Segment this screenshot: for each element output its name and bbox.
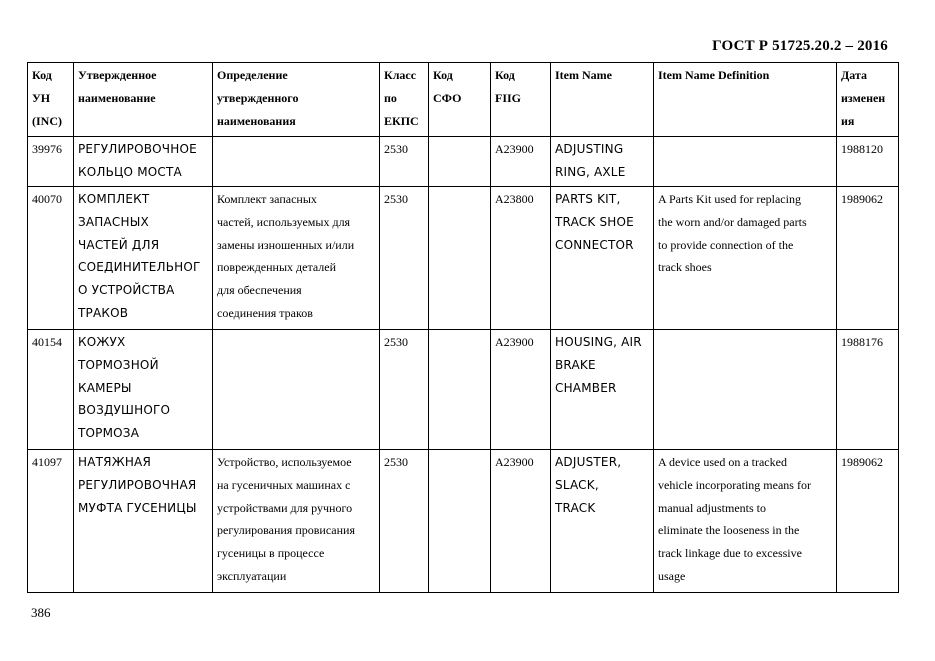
column-header-approved-name: Утвержденное наименование (74, 63, 213, 137)
table-header (28, 63, 899, 137)
item-name-cell: HOUSING, AIR BRAKE CHAMBER (551, 330, 654, 450)
item-names-table (27, 62, 899, 593)
approved-name-cell: КОЖУХ ТОРМОЗНОЙ КАМЕРЫ ВОЗДУШНОГО ТОРМОЗА (74, 330, 213, 450)
approved-name-cell: РЕГУЛИРОВОЧНОЕ КОЛЬЦО МОСТА (74, 137, 213, 187)
definition-cell (213, 137, 380, 187)
fiig-cell: A23800 (491, 187, 551, 330)
sfo-cell (429, 137, 491, 187)
definition-cell: Устройство, используемое на гусеничных машинах с устройствами для ручного регулирования провисания гусеницы в процессе эксплуатации (213, 450, 380, 593)
sfo-cell (429, 187, 491, 330)
column-header-date: Дата изменен ия (837, 63, 899, 137)
fiig-cell: A23900 (491, 330, 551, 450)
date-cell: 1988120 (837, 137, 899, 187)
fiig-cell: A23900 (491, 137, 551, 187)
column-header-fiig: Код FIIG (491, 63, 551, 137)
table-row (28, 450, 899, 593)
item-name-cell: ADJUSTER, SLACK, TRACK (551, 450, 654, 593)
class-cell: 2530 (380, 137, 429, 187)
column-header-item-name: Item Name (551, 63, 654, 137)
date-cell: 1988176 (837, 330, 899, 450)
definition-cell: Комплект запасных частей, используемых для замены изношенных и/или поврежденных деталей для обеспечения соединения траков (213, 187, 380, 330)
column-header-definition: Определение утвержденного наименования (213, 63, 380, 137)
table-row (28, 330, 899, 450)
item-name-cell: ADJUSTING RING, AXLE (551, 137, 654, 187)
inc-cell: 40070 (28, 187, 74, 330)
class-cell: 2530 (380, 187, 429, 330)
fiig-cell: A23900 (491, 450, 551, 593)
table-row (28, 137, 899, 187)
inc-cell: 40154 (28, 330, 74, 450)
definition-cell (213, 330, 380, 450)
date-cell: 1989062 (837, 187, 899, 330)
column-header-class: Класс по ЕКПС (380, 63, 429, 137)
sfo-cell (429, 330, 491, 450)
item-definition-cell: A Parts Kit used for replacing the worn and/or damaged parts to provide connection of the track shoes (654, 187, 837, 330)
column-header-item-definition: Item Name Definition (654, 63, 837, 137)
table-row (28, 187, 899, 330)
inc-cell: 41097 (28, 450, 74, 593)
approved-name-cell: НАТЯЖНАЯ РЕГУЛИРОВОЧНАЯ МУФТА ГУСЕНИЦЫ (74, 450, 213, 593)
class-cell: 2530 (380, 330, 429, 450)
item-definition-cell: A device used on a tracked vehicle incorporating means for manual adjustments to eliminate the looseness in the track linkage due to excessive usage (654, 450, 837, 593)
inc-cell: 39976 (28, 137, 74, 187)
class-cell: 2530 (380, 450, 429, 593)
item-definition-cell (654, 137, 837, 187)
column-header-inc: Код УН (INC) (28, 63, 74, 137)
column-header-sfo: Код СФО (429, 63, 491, 137)
sfo-cell (429, 450, 491, 593)
item-definition-cell (654, 330, 837, 450)
page-number: 386 (31, 605, 51, 620)
item-name-cell: PARTS KIT, TRACK SHOE CONNECTOR (551, 187, 654, 330)
approved-name-cell: КОМПЛЕКТ ЗАПАСНЫХ ЧАСТЕЙ ДЛЯ СОЕДИНИТЕЛЬНОГ О УСТРОЙСТВА ТРАКОВ (74, 187, 213, 330)
document-standard-header: ГОСТ Р 51725.20.2 – 2016 (712, 38, 888, 54)
date-cell: 1989062 (837, 450, 899, 593)
